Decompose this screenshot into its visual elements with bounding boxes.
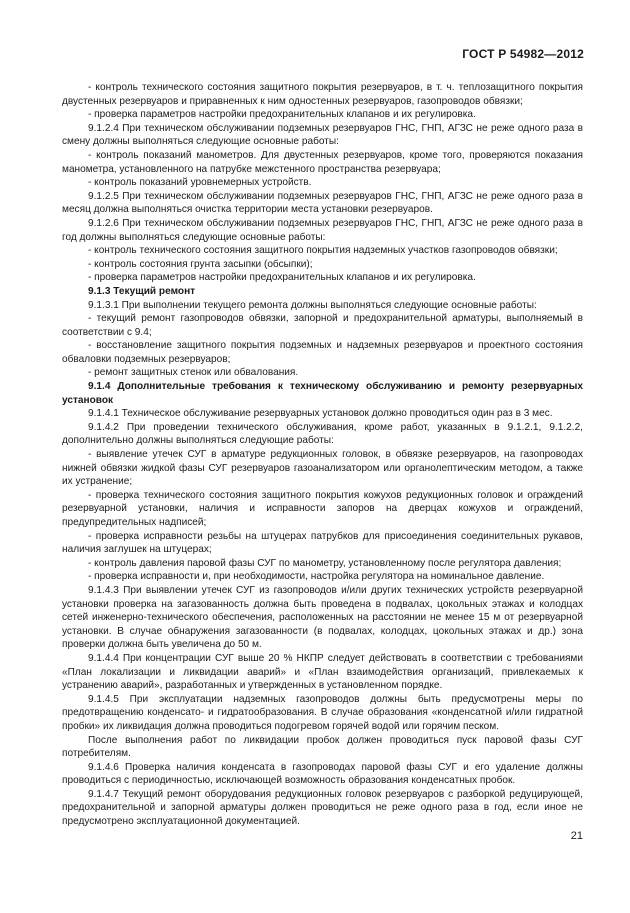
paragraph: 9.1.4.2 При проведении технического обслуживания, кроме работ, указанных в 9.1.2.1, 9.1.2.2, дополнительно должны выполняться следующие работы: [62,421,583,447]
section-heading: 9.1.4 Дополнительные требования к техническому обслуживанию и ремонту резервуарных установок [62,381,583,406]
section-heading: 9.1.3 Текущий ремонт [88,285,196,297]
paragraph: - контроль давления паровой фазы СУГ по манометру, установленному после регулятора давления; [88,557,562,569]
paragraph: - проверка исправности резьбы на штуцерах патрубков для присоединения соединительных рукавов, наличия заглушек на штуцерах; [62,530,583,556]
paragraph: - контроль технического состояния защитного покрытия надземных участков газопроводов обвязки; [88,245,558,257]
paragraph: - восстановление защитного покрытия подземных и надземных резервуаров и проектного состояния обваловки подземных резервуаров; [62,340,583,365]
document-body [62,81,583,829]
paragraph: - контроль состояния грунта засыпки (обсыпки); [88,258,313,270]
paragraph: 9.1.3.1 При выполнении текущего ремонта должны выполняться следующие основные работы: [88,299,537,311]
paragraph: - проверка параметров настройки предохранительных клапанов и их регулировка. [88,109,476,121]
paragraph: - контроль показаний уровнемерных устройств. [88,177,312,189]
paragraph: - ремонт защитных стенок или обвалования. [88,367,299,379]
page-number: 21 [570,830,583,842]
paragraph: - проверка технического состояния защитного покрытия кожухов редукционных головок и ограждений резервуарной установки, наличия и исправности запоров на дверцах кожухов и ограждений, предупредительных надписей; [62,489,583,528]
paragraph: 9.1.2.6 При техническом обслуживании подземных резервуаров ГНС, ГНП, АГЗС не реже одного раза в год должны выполняться следующие основные работы: [62,217,583,243]
paragraph: После выполнения работ по ликвидации пробок должен проводиться пуск паровой фазы СУГ потребителям. [62,734,583,760]
paragraph: - контроль технического состояния защитного покрытия резервуаров, в т. ч. теплозащитного покрытия двустенных резервуаров и приравненных к ним одностенных резервуаров, газопроводов обвязки; [62,82,583,107]
paragraph: - текущий ремонт газопроводов обвязки, запорной и предохранительной арматуры, выполняемый в соответствии с 9.4; [62,313,583,338]
paragraph: 9.1.4.5 При эксплуатации надземных газопроводов должны быть предусмотрены меры по предотвращению конденсато- и гидратообразования. В случае образования «конденсатной и/или гидратной пробки» их ликвидация должна проводиться подогревом горячей водой или горячим песком. [62,693,583,732]
paragraph: 9.1.4.7 Текущий ремонт оборудования редукционных головок резервуаров с разборкой редуцирующей, предохранительной и запорной арматуры должен проводиться не реже одного раза в год, если иное не предусмотрено эксплуатационной документацией. [62,788,583,828]
page-header: ГОСТ Р 54982—2012 [462,47,584,61]
paragraph: - выявление утечек СУГ в арматуре редукционных головок, в обвязке резервуаров, на газопроводах нижней обвязки жидкой фазы СУГ резервуаров газоанализатором или органолептическим методом, а также их устранение; [62,449,583,488]
paragraph: - проверка исправности и, при необходимости, настройка регулятора на номинальное давление. [88,571,545,583]
paragraph: 9.1.2.4 При техническом обслуживании подземных резервуаров ГНС, ГНП, АГЗС не реже одного раза в смену должны выполняться следующие основные работы: [62,122,583,148]
paragraph: 9.1.4.6 Проверка наличия конденсата в газопроводах паровой фазы СУГ и его удаление должны проводиться с периодичностью, исключающей возможность образования конденсатных пробок. [62,761,583,787]
paragraph: 9.1.2.5 При техническом обслуживании подземных резервуаров ГНС, ГНП, АГЗС не реже одного раза в месяц должна выполняться очистка территории места установки резервуаров. [62,190,583,216]
paragraph: - контроль показаний манометров. Для двустенных резервуаров, кроме того, проверяются показания манометра, установленного на патрубке межстенного пространства резервуара; [62,149,583,175]
paragraph: 9.1.4.4 При концентрации СУГ выше 20 % НКПР следует действовать в соответствии с требованиями «План локализации и ликвидации аварий» и «План взаимодействия организаций, привлекаемых к устранению аварий», разработанных и утвержденных в установленном порядке. [62,652,583,692]
paragraph: 9.1.4.1 Техническое обслуживание резервуарных установок должно проводиться один раз в 3 мес. [88,408,553,420]
paragraph: - проверка параметров настройки предохранительных клапанов и их регулировка. [88,272,476,284]
paragraph: 9.1.4.3 При выявлении утечек СУГ из газопроводов и/или других технических устройств резервуарной установки проверка на загазованность должна быть проведена в подвалах, цокольных этажах и колодцах сетей инженерно-технического обеспечения, расположенных на расстоянии не менее 15 м от резервуарной установки. В случае обнаружения загазованности (в подвалах, колодцах, цокольных этажах и др.) зона проверки должна быть увеличена до 50 м. [62,584,583,651]
